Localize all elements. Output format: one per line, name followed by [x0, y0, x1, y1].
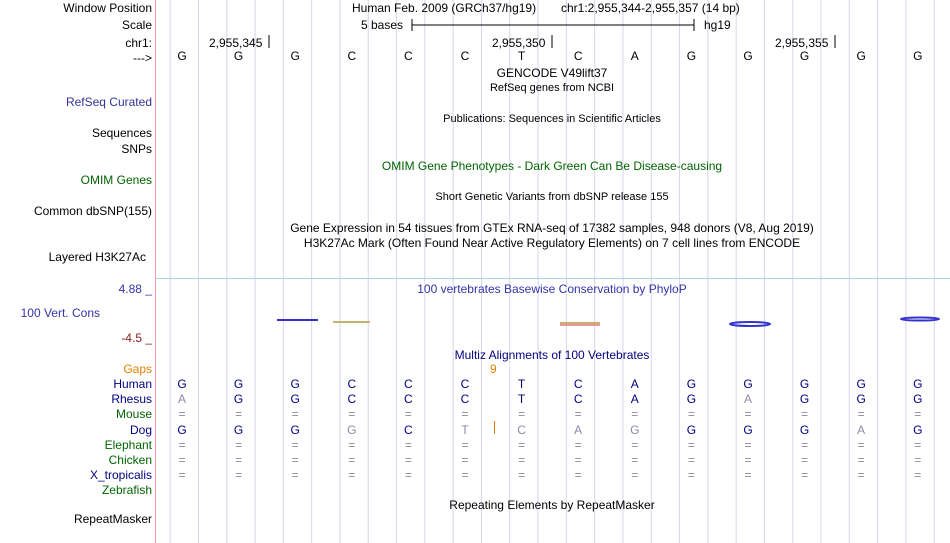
base-letter: G — [856, 49, 866, 63]
alignment-base: T — [517, 377, 526, 391]
alignment-base: = — [235, 468, 243, 483]
refseq-curated-label[interactable]: RefSeq Curated — [65, 95, 152, 109]
alignment-base: C — [460, 392, 470, 407]
alignment-base: C — [404, 392, 413, 407]
alignment-base: = — [857, 453, 865, 467]
alignment-base: = — [801, 468, 809, 483]
alignment-base: C — [404, 377, 413, 391]
ruler-tick-3: 2,955,355 — [775, 36, 829, 50]
alignment-base: C — [573, 392, 583, 407]
alignment-base: = — [348, 453, 356, 467]
alignment-base: G — [799, 377, 810, 391]
scale-size: 5 bases — [361, 18, 404, 32]
alignment-base: = — [857, 468, 865, 483]
alignment-base: = — [291, 453, 299, 467]
alignment-base: C — [460, 377, 470, 391]
alignment-base: = — [178, 407, 186, 422]
refseq-track-title: RefSeq genes from NCBI — [489, 82, 615, 94]
alignment-base: A — [177, 392, 186, 407]
species-label[interactable]: Elephant — [104, 437, 152, 452]
alignment-base: = — [914, 407, 922, 422]
alignment-base: T — [461, 422, 469, 437]
scale-bar — [408, 18, 708, 32]
alignment-base: = — [857, 437, 865, 452]
alignment-base: G — [290, 377, 300, 391]
alignment-base: = — [518, 468, 526, 483]
alignment-base: = — [857, 407, 865, 422]
alignment-base: = — [461, 407, 469, 422]
cons-signal — [0, 312, 950, 332]
alignment-base: = — [235, 453, 243, 467]
cons-axis-min: -4.5 _ — [121, 331, 152, 345]
track-divider — [156, 278, 950, 279]
dbsnp-track-title: Short Genetic Variants from dbSNP release 155 — [435, 191, 669, 203]
multiz-track-title: Multiz Alignments of 100 Vertebrates — [454, 348, 650, 362]
alignment-base: C — [404, 422, 413, 437]
alignment-base: = — [461, 468, 469, 483]
alignment-base: = — [631, 407, 639, 422]
alignment-base: = — [914, 437, 922, 452]
alignment-base: = — [404, 468, 412, 483]
window-coords[interactable]: chr1:2,955,344-2,955,357 (14 bp) — [561, 1, 740, 15]
alignment-base: G — [233, 377, 244, 391]
alignment-base: C — [347, 377, 357, 391]
alignment-base: = — [687, 407, 695, 422]
gtex-track-title: Gene Expression in 54 tissues from GTEx RNA-seq of 17382 samples, 948 donors (V8, Aug 2019) — [290, 221, 814, 235]
layered-h3k27ac-label[interactable]: Layered H3K27Ac — [48, 250, 146, 264]
omim-genes-label[interactable]: OMIM Genes — [80, 173, 152, 187]
alignment-base: = — [235, 437, 243, 452]
alignment-base: G — [799, 392, 810, 407]
alignment-base: G — [290, 422, 300, 437]
base-letter: G — [177, 49, 187, 63]
base-letter: C — [460, 49, 470, 63]
alignment-base: A — [630, 392, 639, 407]
gencode-track-title[interactable]: GENCODE V49lift37 — [496, 66, 608, 80]
alignment-base: = — [178, 468, 186, 483]
alignment-base: G — [743, 422, 753, 437]
alignment-base: G — [290, 392, 300, 407]
alignment-base: C — [517, 422, 526, 437]
alignment-base: = — [914, 453, 922, 467]
alignment-base: = — [518, 407, 526, 422]
base-letter: T — [517, 49, 526, 63]
base-letter: G — [743, 49, 753, 63]
alignment-base: = — [744, 453, 752, 467]
alignment-base: G — [799, 422, 810, 437]
species-label[interactable]: Zebrafish — [101, 483, 152, 498]
alignment-base: = — [348, 407, 356, 422]
alignment-base: = — [574, 407, 582, 422]
base-letter: C — [404, 49, 413, 63]
alignment-base: = — [291, 407, 299, 422]
vert-cons-label[interactable]: 100 Vert. Cons — [20, 306, 100, 320]
alignment-base: = — [574, 468, 582, 483]
alignment-base: = — [291, 437, 299, 452]
base-letter: G — [233, 49, 244, 63]
alignment-base: = — [461, 437, 469, 452]
base-letter: C — [573, 49, 583, 63]
alignment-base: = — [631, 453, 639, 467]
cons-axis-max: 4.88 _ — [118, 282, 152, 296]
alignment-base: = — [178, 453, 186, 467]
cons-track-title: 100 vertebrates Basewise Conservation by PhyloP — [417, 282, 687, 296]
alignment-base: = — [687, 437, 695, 452]
assembly-text: Human Feb. 2009 (GRCh37/hg19) — [352, 1, 537, 15]
alignment-base: = — [744, 437, 752, 452]
alignment-base: T — [517, 392, 526, 407]
species-label[interactable]: Rhesus — [111, 392, 152, 407]
alignment-base: = — [574, 437, 582, 452]
alignment-base: C — [573, 377, 583, 391]
base-letter: G — [913, 49, 923, 63]
insertion-marker — [494, 421, 495, 434]
alignment-base: = — [291, 468, 299, 483]
alignment-base: = — [801, 407, 809, 422]
alignment-base: = — [518, 437, 526, 452]
alignment-base: = — [744, 407, 752, 422]
alignment-base: G — [743, 377, 753, 391]
alignment-base: G — [177, 377, 187, 391]
scale-db: hg19 — [704, 18, 731, 32]
omim-track-title: OMIM Gene Phenotypes - Dark Green Can Be Disease-causing — [381, 159, 723, 173]
alignment-base: G — [233, 392, 244, 407]
alignment-base: = — [404, 407, 412, 422]
window-position-label: Window Position — [63, 1, 152, 15]
species-label[interactable]: Human — [113, 377, 152, 391]
base-letter: G — [686, 49, 697, 63]
alignment-base: G — [347, 422, 357, 437]
species-label[interactable]: X_tropicalis — [89, 468, 152, 483]
h3k27ac-track-title: H3K27Ac Mark (Often Found Near Active Regulatory Elements) on 7 cell lines from ENCODE — [303, 236, 801, 250]
base-letter: A — [630, 49, 639, 63]
alignment-base: = — [178, 437, 186, 452]
alignment-base: G — [856, 377, 866, 391]
sequences-label[interactable]: Sequences — [91, 126, 152, 140]
common-dbsnp-label[interactable]: Common dbSNP(155) — [33, 204, 152, 218]
alignment-base: = — [404, 453, 412, 467]
alignment-base: = — [744, 468, 752, 483]
alignment-base: A — [857, 422, 866, 437]
alignment-base: G — [630, 422, 640, 437]
alignment-base: G — [913, 392, 923, 407]
ruler-chrom-label: chr1: — [125, 36, 152, 50]
species-label[interactable]: Mouse — [115, 407, 152, 422]
repeatmasker-label[interactable]: RepeatMasker — [73, 512, 152, 526]
alignment-base: A — [574, 422, 583, 437]
alignment-base: G — [686, 422, 697, 437]
alignment-base: = — [404, 437, 412, 452]
scale-label: Scale — [121, 18, 152, 32]
snps-label[interactable]: SNPs — [121, 142, 152, 156]
gaps-label: Gaps — [123, 362, 152, 376]
repeatmasker-track-title: Repeating Elements by RepeatMasker — [449, 498, 655, 512]
alignment-base: = — [518, 453, 526, 467]
alignment-base: = — [235, 407, 243, 422]
alignment-base: = — [461, 453, 469, 467]
alignment-base: = — [914, 468, 922, 483]
species-label[interactable]: Dog — [129, 422, 152, 437]
ruler-tick-2: 2,955,350 — [492, 36, 546, 50]
alignment-base: = — [348, 437, 356, 452]
gap-count: 9 — [490, 362, 497, 376]
alignment-base: = — [801, 437, 809, 452]
publications-track-title: Publications: Sequences in Scientific Articles — [443, 113, 661, 125]
alignment-base: G — [913, 422, 923, 437]
alignment-base: G — [686, 377, 697, 391]
alignment-base: = — [687, 453, 695, 467]
alignment-base: G — [913, 377, 923, 391]
ruler-tick-1: 2,955,345 — [209, 36, 263, 50]
base-sequence-row — [0, 49, 950, 63]
alignment-base: = — [631, 468, 639, 483]
alignment-base: G — [856, 392, 866, 407]
base-letter: G — [290, 49, 300, 63]
alignment-base: G — [233, 422, 244, 437]
alignment-base: A — [630, 377, 639, 391]
alignment-base: = — [631, 437, 639, 452]
strand-label: ---> — [133, 51, 152, 65]
alignment-base: = — [348, 468, 356, 483]
alignment-base: G — [177, 422, 187, 437]
alignment-base: = — [801, 453, 809, 467]
base-letter: C — [347, 49, 357, 63]
base-letter: G — [799, 49, 810, 63]
alignment-base: = — [574, 453, 582, 467]
alignment-base: G — [686, 392, 697, 407]
alignment-base: A — [743, 392, 752, 407]
species-label[interactable]: Chicken — [108, 453, 152, 467]
alignment-base: C — [347, 392, 357, 407]
alignment-base: = — [687, 468, 695, 483]
